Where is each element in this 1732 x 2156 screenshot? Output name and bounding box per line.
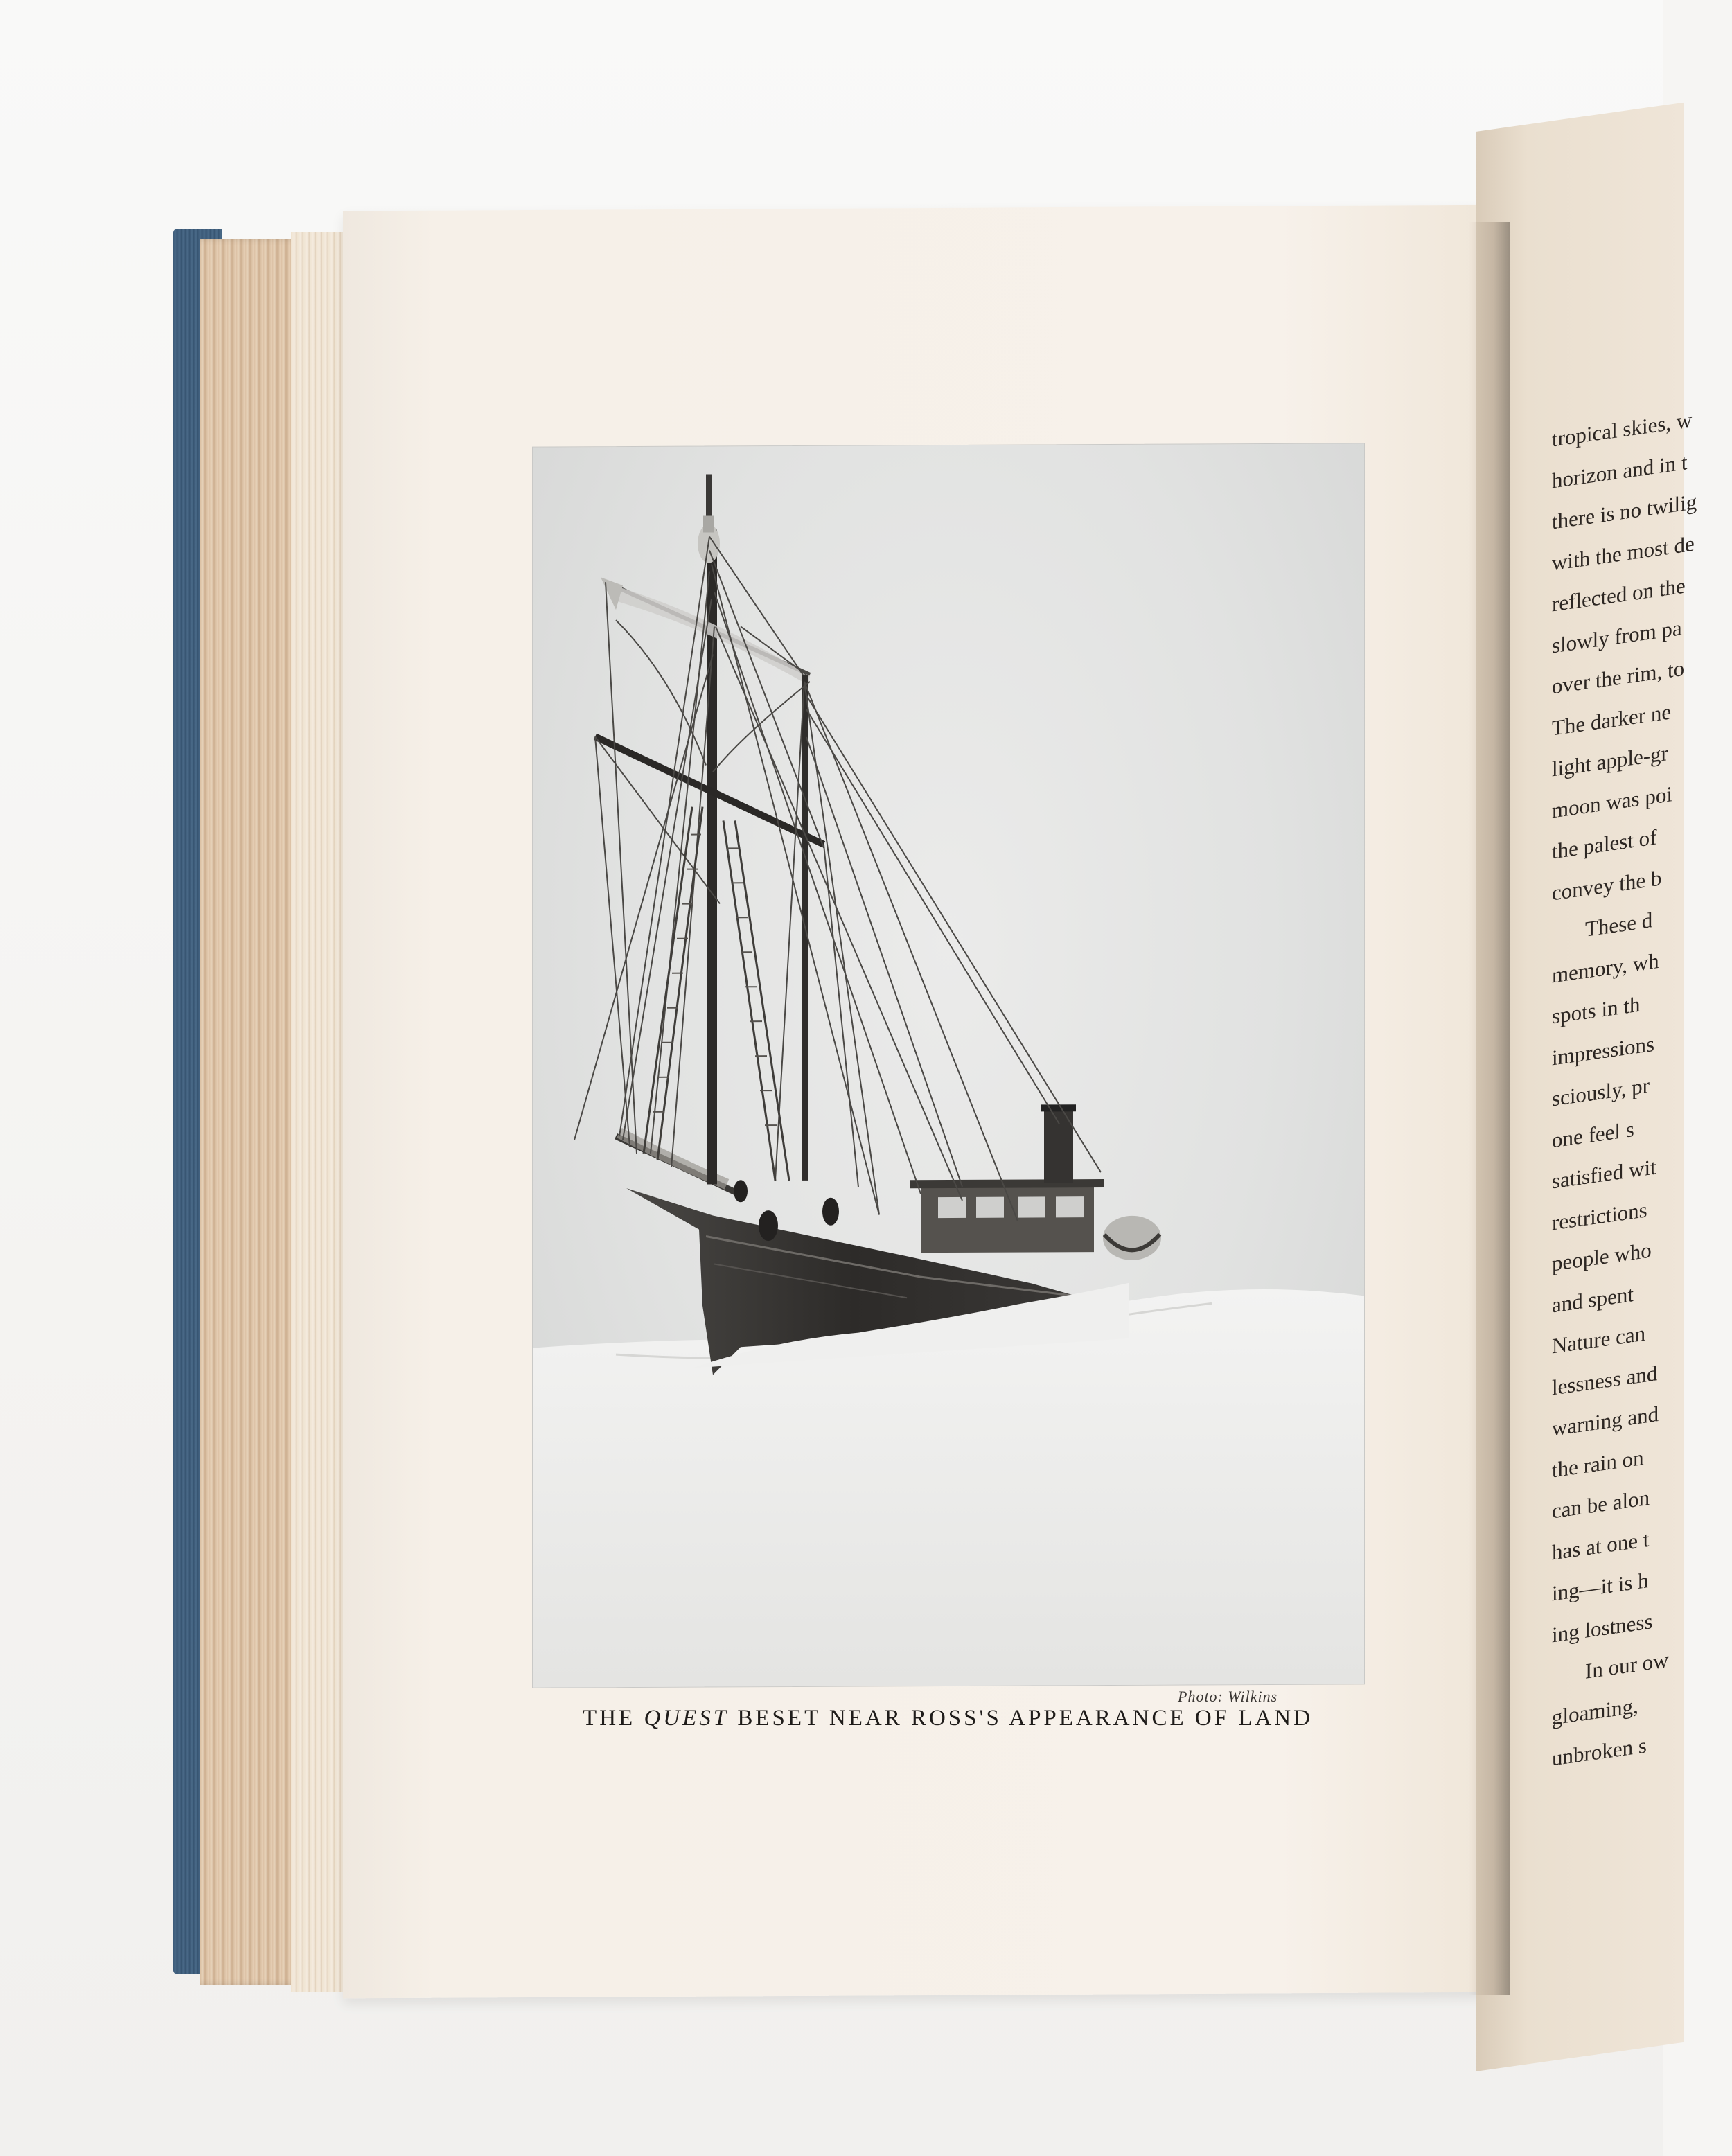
plate-caption (532, 1706, 1363, 1731)
caption-prefix: THE (583, 1706, 644, 1731)
funnel (1044, 1106, 1073, 1183)
text-line: the rain on (1552, 1444, 1644, 1483)
text-line: slowly from pa (1552, 615, 1682, 658)
text-line: people who (1552, 1237, 1652, 1276)
text-line: impressions (1552, 1031, 1655, 1070)
text-line: reflected on the (1552, 573, 1686, 617)
text-line: the palest of (1552, 824, 1657, 864)
text-line: and spent (1552, 1281, 1634, 1318)
text-line: with the most de (1552, 531, 1695, 576)
caption-ship-name: QUEST (644, 1706, 730, 1731)
text-line: The darker ne (1552, 698, 1672, 741)
text-line: ing lostness (1552, 1608, 1653, 1647)
text-line: has at one t (1552, 1526, 1650, 1565)
text-line: can be alon (1552, 1485, 1650, 1523)
ship-photograph (532, 443, 1365, 1688)
text-line: These d (1585, 908, 1653, 942)
text-line: spots in th (1552, 991, 1641, 1029)
text-line: satisfied wit (1552, 1154, 1656, 1194)
rigging (574, 535, 1101, 1223)
lifeboat (1103, 1216, 1161, 1260)
photo-credit: Photo: Wilkins (1178, 1688, 1278, 1705)
facing-page-text (1552, 394, 1732, 1779)
text-line: there is no twilig (1552, 489, 1697, 534)
text-line: memory, wh (1552, 948, 1659, 988)
text-line: lessness and (1552, 1360, 1658, 1400)
book-gutter-shadow (1469, 222, 1510, 1995)
ship-in-ice-illustration (533, 443, 1364, 1687)
text-line: sciously, pr (1552, 1072, 1650, 1111)
text-line: tropical skies, w (1552, 407, 1693, 452)
text-line: light apple-gr (1552, 740, 1668, 781)
text-line: In our ow (1585, 1647, 1669, 1684)
page-edges-light (291, 232, 346, 1992)
text-line: over the rim, to (1552, 655, 1685, 699)
text-line: Nature can (1552, 1320, 1646, 1359)
text-line: restrictions (1552, 1196, 1647, 1235)
text-line: unbroken s (1552, 1733, 1647, 1771)
text-line: ing—it is h (1552, 1567, 1649, 1606)
text-line: convey the b (1552, 865, 1662, 905)
text-line: moon was poi (1552, 781, 1672, 823)
text-line: warning and (1552, 1401, 1659, 1441)
caption-suffix: BESET NEAR ROSS'S APPEARANCE OF LAND (729, 1706, 1313, 1731)
text-line: one feel s (1552, 1116, 1634, 1153)
text-line: horizon and in t (1552, 449, 1688, 493)
text-line: gloaming, (1552, 1693, 1638, 1730)
